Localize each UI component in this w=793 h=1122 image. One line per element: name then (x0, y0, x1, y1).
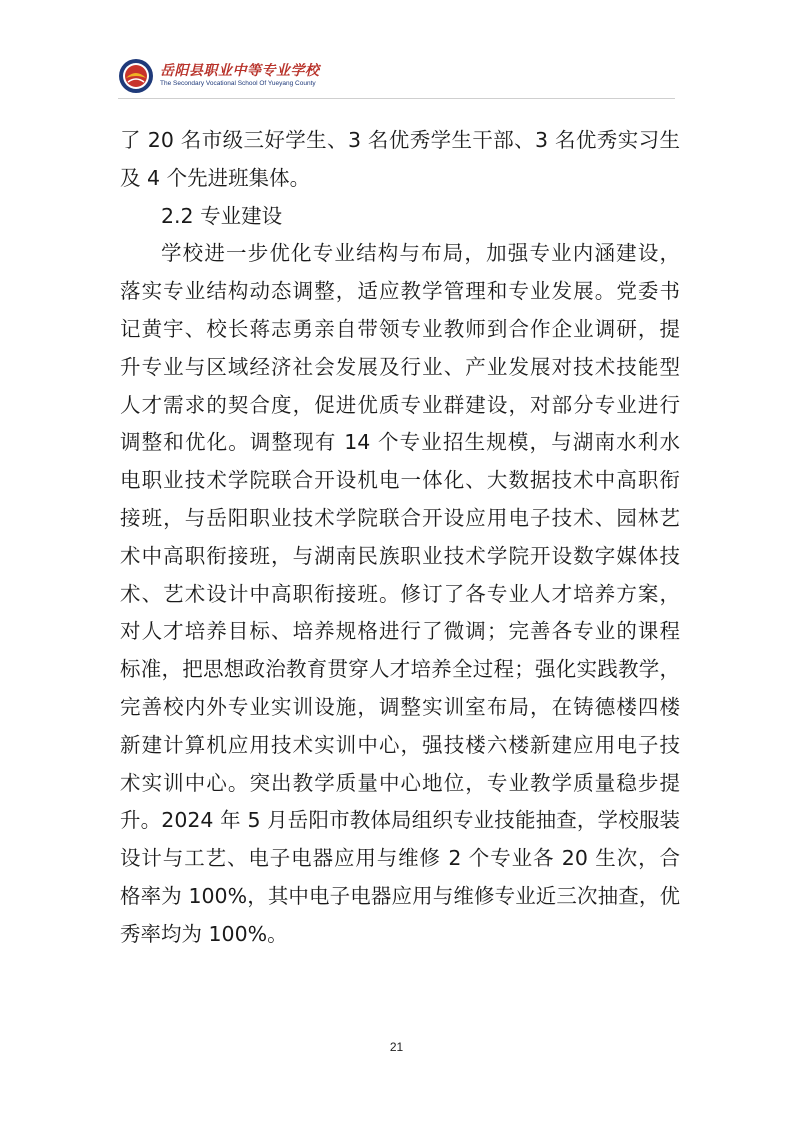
paragraph-line: 对人才培养目标、培养规格进行了微调；完善各专业的课程 (120, 619, 680, 644)
school-emblem-icon (118, 58, 154, 94)
paragraph-line: 接班，与岳阳职业技术学院联合开设应用电子技术、园林艺 (120, 505, 680, 530)
page-number: 21 (389, 1040, 404, 1054)
paragraph-line: 了 20 名市级三好学生、3 名优秀学生干部、3 名优秀实习生 (120, 128, 680, 152)
paragraph-line: 升专业与区域经济社会发展及行业、产业发展对技术技能型 (120, 354, 680, 379)
paragraph-line: 及 4 个先进班集体。 (120, 165, 311, 190)
paragraph-line: 人才需求的契合度，促进优质专业群建设，对部分专业进行 (120, 392, 680, 417)
paragraph-line: 术中高职衔接班，与湖南民族职业技术学院开设数字媒体技 (120, 543, 680, 568)
document-body (120, 122, 680, 954)
paragraph-line: 标准，把思想政治教育贯穿人才培养全过程；强化实践教学， (120, 657, 680, 682)
school-name-en: The Secondary Vocational School Of Yueyang County (160, 80, 316, 87)
paragraph-line: 电职业技术学院联合开设机电一体化、大数据技术中高职衔 (120, 468, 680, 493)
section-heading: 2.2 专业建设 (161, 203, 283, 228)
paragraph-line: 落实专业结构动态调整，适应教学管理和专业发展。党委书 (120, 279, 680, 304)
paragraph-line: 完善校内外专业实训设施，调整实训室布局，在铸德楼四楼 (120, 694, 680, 719)
paragraph-line: 学校进一步优化专业结构与布局，加强专业内涵建设， (161, 241, 680, 266)
paragraph-line: 术、艺术设计中高职衔接班。修订了各专业人才培养方案， (120, 581, 680, 606)
paragraph-line: 设计与工艺、电子电器应用与维修 2 个专业各 20 生次，合 (120, 846, 680, 871)
header-divider (118, 98, 675, 99)
school-name-cn: 岳阳县职业中等专业学校 (160, 63, 320, 79)
paragraph-line: 升。2024 年 5 月岳阳市教体局组织专业技能抽查，学校服装 (120, 808, 680, 833)
paragraph-line: 调整和优化。调整现有 14 个专业招生规模，与湖南水利水 (120, 430, 680, 455)
paragraph-line: 记黄宇、校长蒋志勇亲自带领专业教师到合作企业调研，提 (120, 316, 680, 341)
page-header (118, 56, 378, 96)
paragraph-line: 新建计算机应用技术实训中心，强技楼六楼新建应用电子技 (120, 732, 680, 757)
paragraph-line: 术实训中心。突出教学质量中心地位，专业教学质量稳步提 (120, 770, 680, 795)
paragraph-line: 秀率均为 100%。 (120, 921, 288, 946)
paragraph-line: 格率为 100%，其中电子电器应用与维修专业近三次抽查，优 (120, 883, 680, 908)
